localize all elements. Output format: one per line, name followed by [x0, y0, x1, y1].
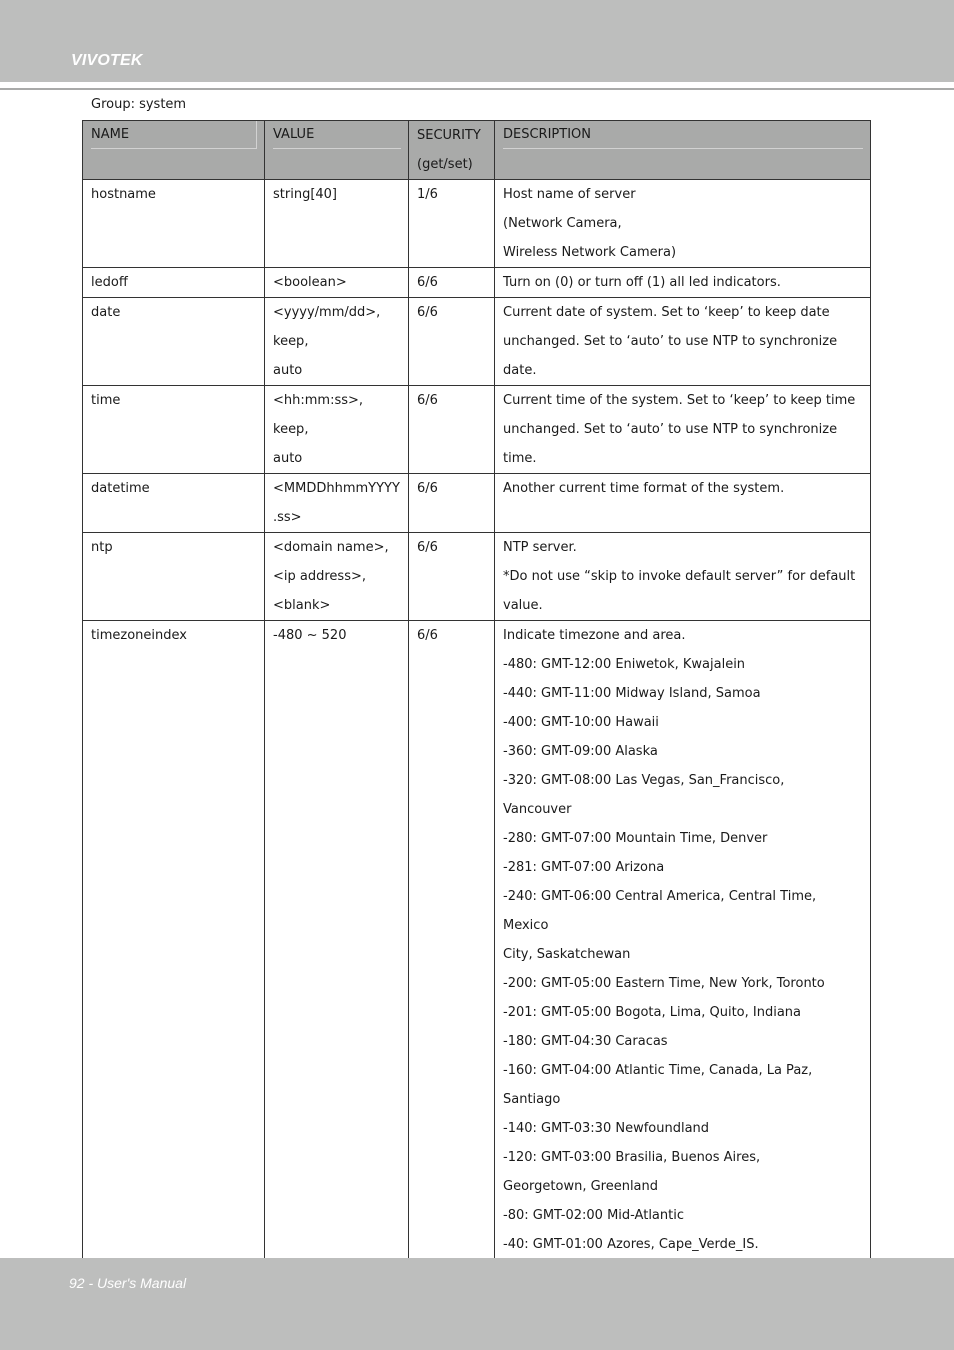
header-divider — [0, 88, 954, 90]
cell-name: ledoff — [83, 268, 265, 298]
cell-description — [495, 533, 871, 621]
cell-name: time — [83, 386, 265, 474]
cell-value — [265, 180, 409, 268]
cell-description-line: unchanged. Set to ‘auto’ to use NTP to synchronize date. — [503, 334, 838, 378]
cell-description-line: -120: GMT-03:00 Brasilia, Buenos Aires, — [503, 1150, 761, 1165]
page-footer-band — [0, 1258, 954, 1350]
cell-value-line: <blank> — [273, 598, 331, 613]
cell-description-line: -140: GMT-03:30 Newfoundland — [503, 1121, 710, 1136]
brand-logo: VIVOTEK — [71, 52, 143, 69]
cell-description-line: -160: GMT-04:00 Atlantic Time, Canada, La Paz, — [503, 1063, 813, 1078]
column-header-security: SECURITY (get/set) — [409, 121, 495, 180]
table-row — [83, 621, 871, 1289]
cell-name: timezoneindex — [83, 621, 265, 1289]
cell-value-line: <boolean> — [273, 275, 347, 290]
cell-description — [495, 298, 871, 386]
cell-description-line: Turn on (0) or turn off (1) all led indicators. — [503, 275, 781, 290]
cell-name: hostname — [83, 180, 265, 268]
cell-value-line: <yyyy/mm/dd>, — [273, 305, 381, 320]
table-body — [83, 180, 871, 1289]
table-row — [83, 298, 871, 386]
cell-security: 6/6 — [409, 268, 495, 298]
page-footer-text: 92 - User's Manual — [69, 1275, 187, 1291]
table-row — [83, 386, 871, 474]
cell-description-line: unchanged. Set to ‘auto’ to use NTP to synchronize time. — [503, 422, 838, 466]
cell-value — [265, 621, 409, 1289]
cell-security: 1/6 — [409, 180, 495, 268]
cell-description-line: -281: GMT-07:00 Arizona — [503, 860, 665, 875]
group-label: Group: system — [91, 97, 187, 112]
cell-value — [265, 298, 409, 386]
cell-value-line: string[40] — [273, 187, 338, 202]
cell-description-line: -201: GMT-05:00 Bogota, Lima, Quito, Indiana — [503, 1005, 802, 1020]
cell-description-line: -80: GMT-02:00 Mid-Atlantic — [503, 1208, 684, 1223]
cell-description — [495, 621, 871, 1289]
page-header-band — [0, 0, 954, 82]
cell-description-line: City, Saskatchewan — [503, 947, 631, 962]
cell-value-line: <hh:mm:ss>, — [273, 393, 364, 408]
parameter-table — [82, 120, 871, 1289]
cell-security: 6/6 — [409, 533, 495, 621]
cell-description — [495, 180, 871, 268]
cell-description-line: -360: GMT-09:00 Alaska — [503, 744, 658, 759]
cell-value-line: .ss> — [273, 510, 302, 525]
cell-value — [265, 386, 409, 474]
cell-value — [265, 533, 409, 621]
cell-description-line: value. — [503, 598, 543, 613]
cell-description-line: Wireless Network Camera) — [503, 245, 677, 260]
cell-description-line: -440: GMT-11:00 Midway Island, Samoa — [503, 686, 761, 701]
column-header-value: VALUE — [265, 121, 409, 180]
cell-value-line: <domain name>, — [273, 540, 389, 555]
cell-description — [495, 474, 871, 533]
cell-description-line: NTP server. — [503, 540, 577, 555]
table-row — [83, 474, 871, 533]
cell-name: date — [83, 298, 265, 386]
cell-name: datetime — [83, 474, 265, 533]
cell-description-line: (Network Camera, — [503, 216, 622, 231]
cell-security: 6/6 — [409, 474, 495, 533]
cell-description-line: Current time of the system. Set to ‘keep’ to keep time — [503, 393, 856, 408]
cell-value-line: auto — [273, 451, 303, 466]
cell-security: 6/6 — [409, 621, 495, 1289]
cell-value-line: -480 ~ 520 — [273, 628, 347, 643]
cell-value — [265, 268, 409, 298]
column-header-name: NAME — [83, 121, 265, 180]
cell-description-line: Host name of server — [503, 187, 636, 202]
cell-description — [495, 386, 871, 474]
table-header-row — [83, 121, 871, 180]
cell-value-line: <ip address>, — [273, 569, 366, 584]
cell-description-line: Indicate timezone and area. — [503, 628, 686, 643]
cell-security: 6/6 — [409, 386, 495, 474]
column-header-description: DESCRIPTION — [495, 121, 871, 180]
cell-value-line: keep, — [273, 422, 309, 437]
cell-description — [495, 268, 871, 298]
cell-value-line: <MMDDhhmmYYYY — [273, 481, 400, 496]
table-row — [83, 533, 871, 621]
cell-description-line: -40: GMT-01:00 Azores, Cape_Verde_IS. — [503, 1237, 759, 1252]
cell-description-line: -240: GMT-06:00 Central America, Central Time, Mexico — [503, 889, 817, 933]
cell-description-line: -280: GMT-07:00 Mountain Time, Denver — [503, 831, 768, 846]
cell-description-line: -180: GMT-04:30 Caracas — [503, 1034, 668, 1049]
cell-description-line: *Do not use “skip to invoke default server” for default — [503, 569, 856, 584]
cell-description-line: -480: GMT-12:00 Eniwetok, Kwajalein — [503, 657, 746, 672]
cell-description-line: Georgetown, Greenland — [503, 1179, 659, 1194]
cell-description-line: Vancouver — [503, 802, 572, 817]
cell-description-line: -200: GMT-05:00 Eastern Time, New York, Toronto — [503, 976, 825, 991]
cell-name: ntp — [83, 533, 265, 621]
table-row — [83, 268, 871, 298]
cell-value — [265, 474, 409, 533]
cell-description-line: Another current time format of the system. — [503, 481, 785, 496]
table-row — [83, 180, 871, 268]
cell-security: 6/6 — [409, 298, 495, 386]
cell-value-line: auto — [273, 363, 303, 378]
cell-value-line: keep, — [273, 334, 309, 349]
cell-description-line: -400: GMT-10:00 Hawaii — [503, 715, 659, 730]
cell-description-line: Current date of system. Set to ‘keep’ to keep date — [503, 305, 830, 320]
cell-description-line: Santiago — [503, 1092, 561, 1107]
cell-description-line: -320: GMT-08:00 Las Vegas, San_Francisco, — [503, 773, 785, 788]
